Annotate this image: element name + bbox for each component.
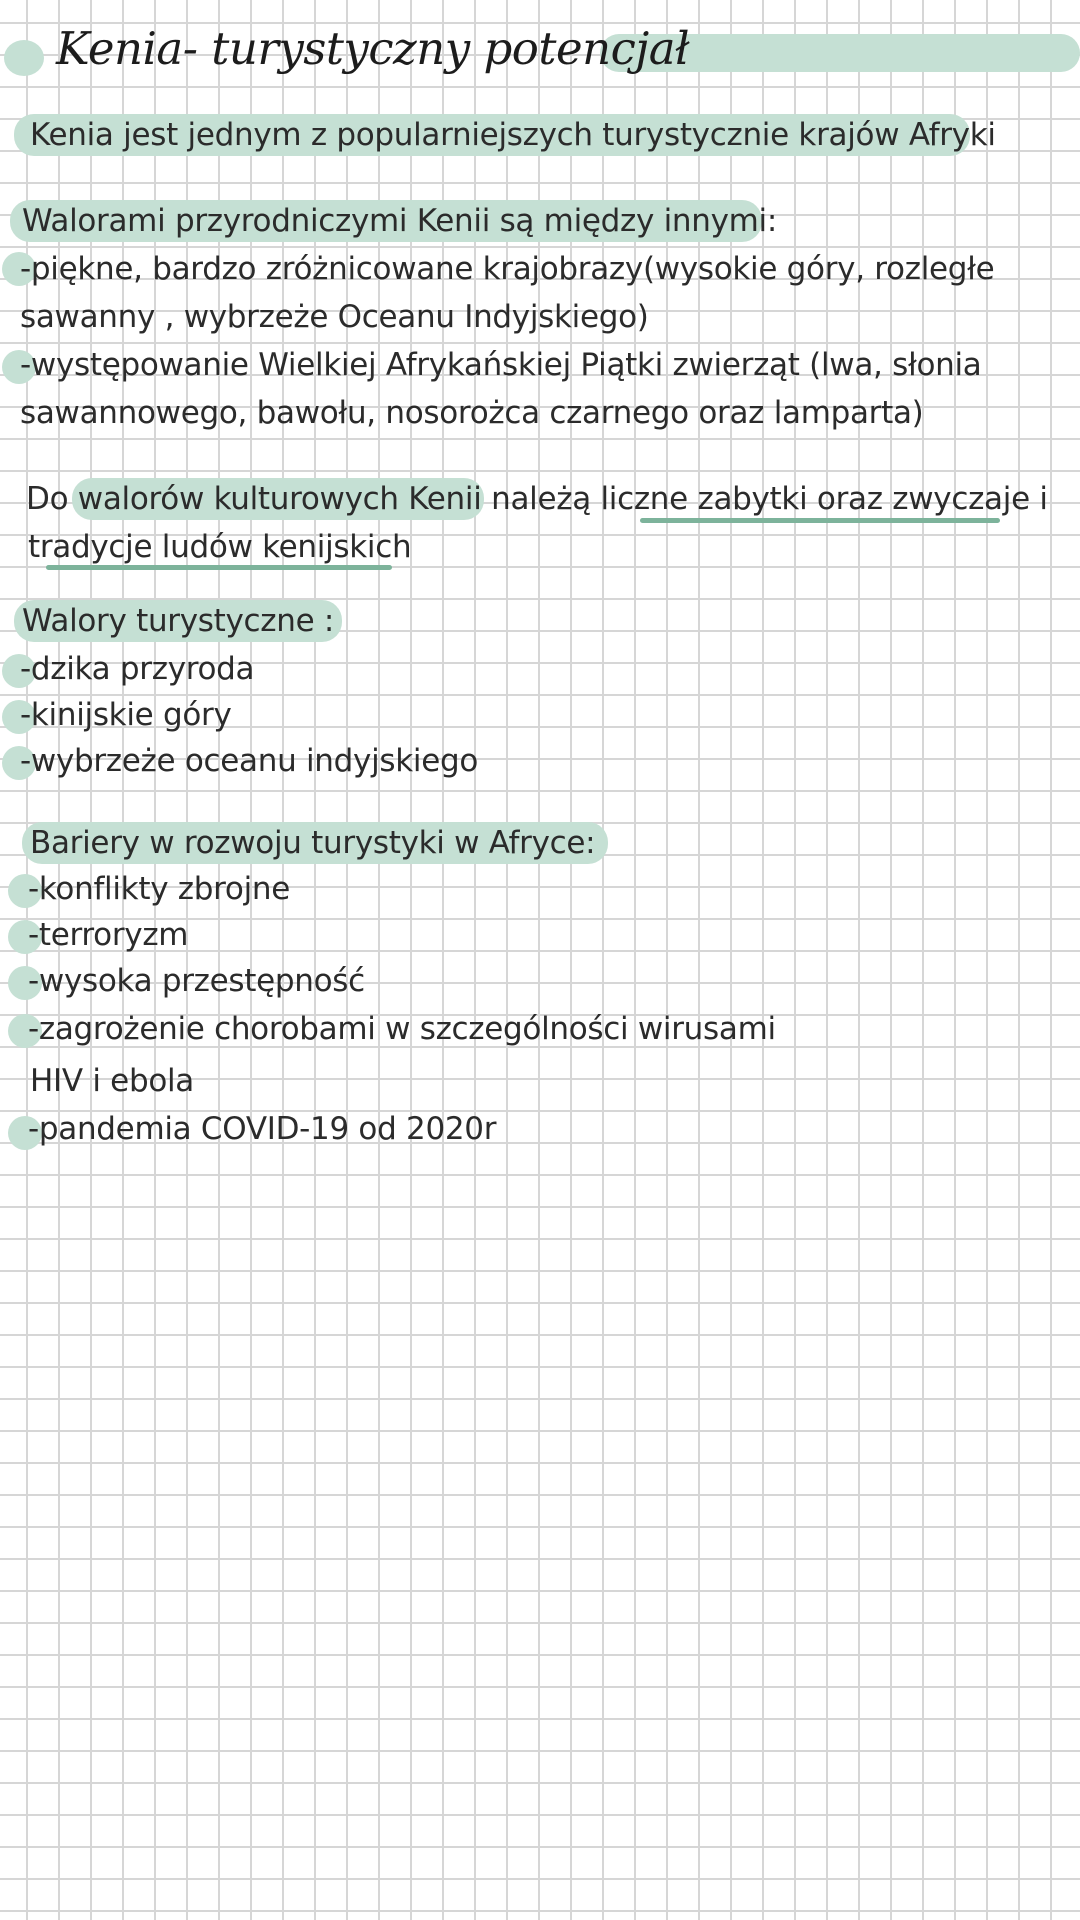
natural-line: -piękne, bardzo zróżnicowane krajobrazy(wysokie góry, rozległe	[20, 251, 995, 287]
barrier-item: HIV i ebola	[30, 1063, 195, 1099]
natural-line: sawannowego, bawołu, nosorożca czarnego oraz lamparta)	[20, 395, 924, 431]
cultural-line	[26, 476, 1048, 522]
natural-line: -występowanie Wielkiej Afrykańskiej Piątki zwierząt (lwa, słonia	[20, 347, 982, 383]
intro-text: Kenia jest jednym z popularniejszych turystycznie krajów Afryki	[30, 117, 996, 153]
natural-line: sawanny , wybrzeże Oceanu Indyjskiego)	[20, 299, 649, 335]
cultural-text-highlighted: walorów kulturowych Kenii	[77, 481, 482, 517]
barrier-item: -zagrożenie chorobami w szczególności wirusami	[28, 1011, 776, 1047]
natural-heading: Walorami przyrodniczymi Kenii są między innymi:	[22, 203, 778, 239]
barriers-heading: Bariery w rozwoju turystyki w Afryce:	[30, 825, 596, 861]
page-title: Kenia- turystyczny potencjał	[56, 22, 690, 75]
cultural-text-underlined: zabytki oraz zwyczaje i	[697, 481, 1048, 517]
tourist-item: -kinijskie góry	[20, 697, 232, 733]
barrier-item: -terroryzm	[28, 917, 189, 953]
cultural-text: Do	[26, 481, 78, 517]
barrier-item: -konflikty zbrojne	[28, 871, 291, 907]
tourist-item: -wybrzeże oceanu indyjskiego	[20, 743, 479, 779]
cultural-text: należą liczne	[481, 481, 698, 517]
tourist-item: -dzika przyroda	[20, 651, 255, 687]
barrier-item: -pandemia COVID-19 od 2020r	[28, 1111, 497, 1147]
cultural-line: tradycje ludów kenijskich	[28, 529, 412, 565]
highlight-dot	[4, 40, 44, 76]
barrier-item: -wysoka przestępność	[28, 963, 365, 999]
tourist-heading: Walory turystyczne :	[22, 603, 335, 639]
